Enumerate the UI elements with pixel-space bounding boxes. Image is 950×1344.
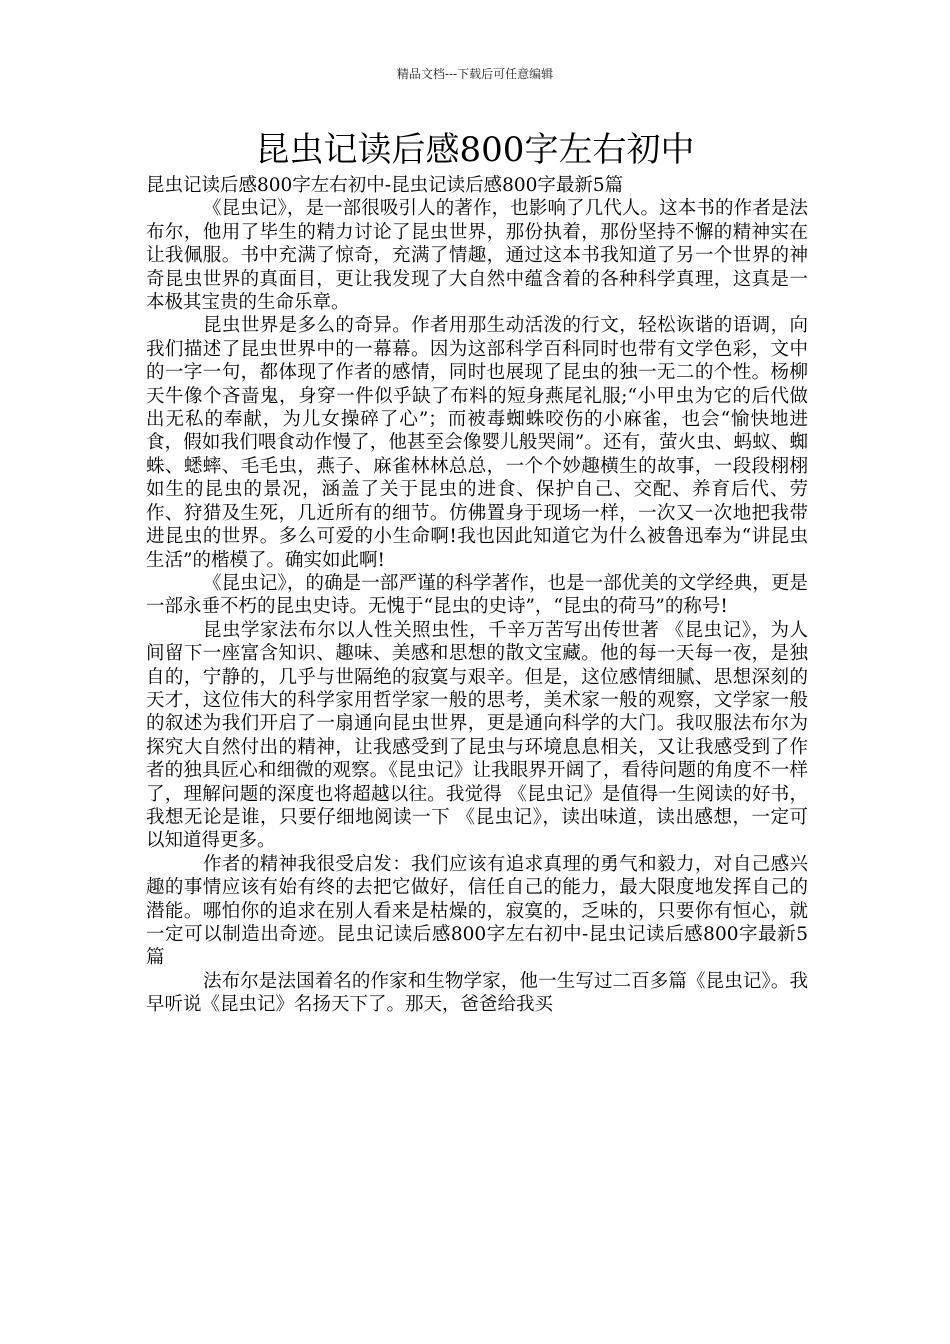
paragraph-3: 《昆虫记》，的确是一部严谨的科学著作，也是一部优美的文学经典，更是一部永垂不朽的昆虫史诗。无愧于“昆虫的史诗”，“昆虫的荷马”的称号! xyxy=(146,572,808,618)
header-note: 精品文档---下载后可任意编辑 xyxy=(396,67,554,81)
paragraph-2: 昆虫世界是多么的奇异。作者用那生动活泼的行文，轻松诙谐的语调，向我们描述了昆虫世界中的一幕幕。因为这部科学百科同时也带有文学色彩，文中的一字一句，都体现了作者的感情，同时也展现了昆虫的独一无二的个性。杨柳天牛像个吝啬鬼，身穿一件似乎缺了布料的短身燕尾礼服;“小甲虫为它的后代做出无私的奉献，为儿女操碎了心”；而被毒蜘蛛咬伤的小麻雀，也会“愉快地进食，假如我们喂食动作慢了，他甚至会像婴儿般哭闹”。还有，萤火虫、蚂蚁、蜘蛛、蟋蟀、毛毛虫，燕子、麻雀林林总总，一个个妙趣横生的故事，一段段栩栩如生的昆虫的景况，涵盖了关于昆虫的进食、保护自己、交配、养育后代、劳作、狩猎及生死，几近所有的细节。仿佛置身于现场一样，一次又一次地把我带进昆虫的世界。多么可爱的小生命啊!我也因此知道它为什么被鲁迅奉为“讲昆虫生活”的楷模了。确实如此啊! xyxy=(146,315,808,571)
paragraph-5: 作者的精神我很受启发：我们应该有追求真理的勇气和毅力，对自己感兴趣的事情应该有始有终的去把它做好，信任自己的能力，最大限度地发挥自己的潜能。哪怕你的追求在别人看来是枯燥的，寂寞的，乏味的，只要你有恒心，就一定可以制造出奇迹。昆虫记读后感800字左右初中-昆虫记读后感800字最新5篇 xyxy=(146,853,808,969)
paragraph-1: 《昆虫记》，是一部很吸引人的著作，也影响了几代人。这本书的作者是法布尔，他用了毕生的精力讨论了昆虫世界，那份执着，那份坚持不懈的精神实在让我佩服。书中充满了惊奇，充满了情趣，通过这本书我知道了另一个世界的神奇昆虫世界的真面目，更让我发现了大自然中蕴含着的各种科学真理，这真是一本极其宝贵的生命乐章。 xyxy=(146,198,808,314)
document-body xyxy=(146,174,808,1017)
page-title: 昆虫记读后感800字左右初中 xyxy=(255,130,695,170)
subtitle-line: 昆虫记读后感800字左右初中-昆虫记读后感800字最新5篇 xyxy=(146,175,624,196)
paragraph-6: 法布尔是法国着名的作家和生物学家，他一生写过二百多篇《昆虫记》。我早听说《昆虫记》名扬天下了。那天，爸爸给我买 xyxy=(146,970,808,1016)
paragraph-4: 昆虫学家法布尔以人性关照虫性，千辛万苦写出传世著 《昆虫记》，为人间留下一座富含知识、趣味、美感和思想的散文宝藏。他的每一天每一夜，是独自的，宁静的，几乎与世隔绝的寂寞与艰辛。但是，这位感情细腻、思想深刻的天才，这位伟大的科学家用哲学家一般的思考，美术家一般的观察，文学家一般的叙述为我们开启了一扇通向昆虫世界，更是通向科学的大门。我叹服法布尔为探究大自然付出的精神，让我感受到了昆虫与环境息息相关，又让我感受到了作者的独具匠心和细微的观察。《昆虫记》让我眼界开阔了，看待问题的角度不一样了，理解问题的深度也将超越以往。我觉得 《昆虫记》是值得一生阅读的好书， 我想无论是谁，只要仔细地阅读一下 《昆虫记》，读出味道，读出感想，一定可以知道得更多。 xyxy=(146,619,808,852)
